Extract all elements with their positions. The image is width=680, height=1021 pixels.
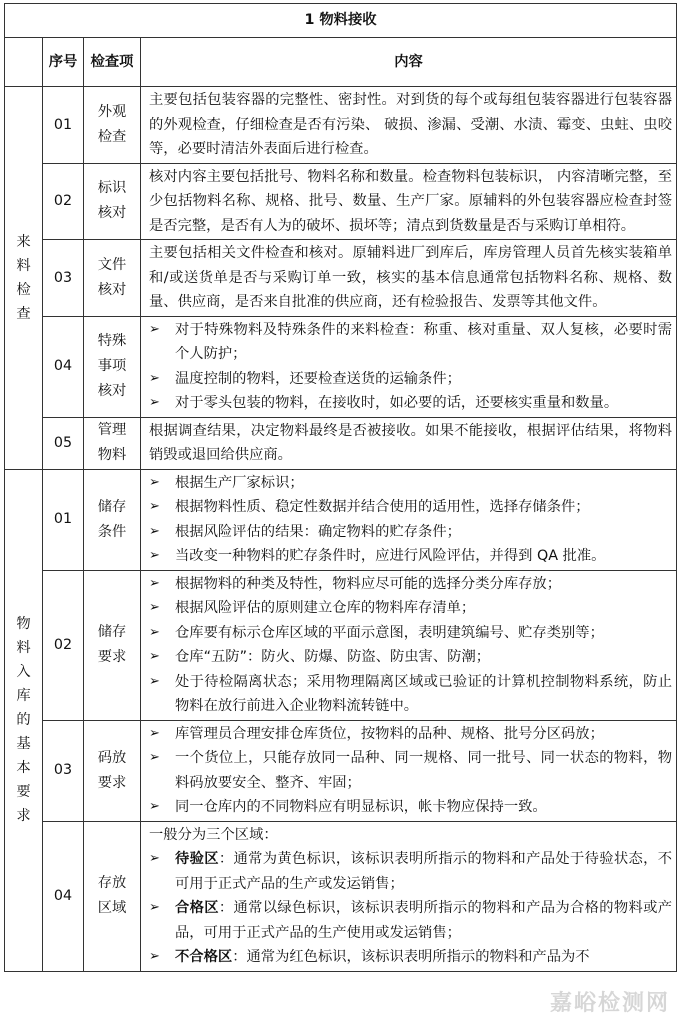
row-content bbox=[141, 469, 677, 570]
content-bullet: ➢ 根据物料的种类及特性，物料应尽可能的选择分类分库存放； bbox=[149, 572, 672, 597]
item-line: 条件 bbox=[97, 523, 127, 540]
row-seq: 05 bbox=[43, 417, 84, 469]
vertical-char: 检 bbox=[16, 281, 31, 298]
item-line: 核对 bbox=[97, 205, 127, 222]
content-bullet: ➢ 仓库“五防”：防火、防爆、防盗、防虫害、防潮； bbox=[149, 645, 672, 670]
row-item bbox=[84, 720, 141, 821]
content-bullet: ➢ 根据物料性质、稳定性数据并结合使用的适用性，选择存储条件； bbox=[149, 495, 672, 520]
zone-text: ：通常为红色标识，该标识表明所指示的物料和产品为不 bbox=[232, 949, 590, 965]
row-content bbox=[141, 821, 677, 971]
content-zone bbox=[149, 847, 672, 896]
table-row bbox=[5, 570, 677, 720]
vertical-char: 要 bbox=[16, 784, 31, 800]
row-content bbox=[141, 316, 677, 417]
row-content bbox=[141, 570, 677, 720]
row-seq: 04 bbox=[43, 821, 84, 971]
table-title: 1 物料接收 bbox=[5, 4, 677, 38]
table-row bbox=[5, 720, 677, 821]
content-paragraph: 根据调查结果，决定物料最终是否被接收。如果不能接收，根据评估结果，将物料销毁或退回给供应商。 bbox=[149, 422, 672, 463]
content-bullet: ➢ 根据生产厂家标识； bbox=[149, 471, 672, 496]
item-line: 码放 bbox=[97, 749, 127, 766]
table-row bbox=[5, 417, 677, 469]
row-content bbox=[141, 163, 677, 240]
section-label bbox=[5, 87, 43, 470]
vertical-char: 料 bbox=[16, 257, 31, 274]
item-line: 存放 bbox=[97, 875, 127, 891]
row-seq: 03 bbox=[43, 720, 84, 821]
row-item bbox=[84, 240, 141, 317]
item-line: 特殊 bbox=[97, 333, 127, 349]
content-bullet: ➢ 温度控制的物料，还要检查送货的运输条件； bbox=[149, 367, 672, 392]
table-row bbox=[5, 87, 677, 164]
row-content bbox=[141, 417, 677, 469]
content-zone bbox=[149, 945, 672, 970]
row-seq: 04 bbox=[43, 316, 84, 417]
material-receiving-table bbox=[4, 3, 677, 972]
vertical-char: 求 bbox=[16, 808, 31, 824]
header-seq: 序号 bbox=[43, 38, 84, 87]
content-bullet: ➢ 一个货位上，只能存放同一品种、同一规格、同一批号、同一状态的物料，物料码放要安全、整齐、牢固； bbox=[149, 746, 672, 795]
item-line: 文件 bbox=[97, 256, 127, 273]
item-line: 要求 bbox=[97, 649, 127, 665]
content-bullet: ➢ 对于特殊物料及特殊条件的来料检查：称重、核对重量、双人复核，必要时需个人防护； bbox=[149, 318, 672, 367]
content-paragraph: 核对内容主要包括批号、物料名称和数量。检查物料包装标识， 内容清晰完整，至少包括物料名称、规格、批号、数量、生产厂家。原辅料的外包装容器应检查封签是否完整，是否有人为的破坏、损坏等；清点到货数量是否与采购订单相符。 bbox=[149, 168, 672, 234]
item-line: 要求 bbox=[97, 774, 127, 791]
header-item: 检查项 bbox=[84, 38, 141, 87]
item-line: 储存 bbox=[97, 498, 127, 515]
item-line: 物料 bbox=[97, 447, 127, 463]
row-item bbox=[84, 570, 141, 720]
row-content bbox=[141, 87, 677, 164]
item-line: 区域 bbox=[97, 900, 127, 916]
content-bullet: ➢ 当改变一种物料的贮存条件时，应进行风险评估，并得到 QA 批准。 bbox=[149, 544, 672, 569]
row-item bbox=[84, 163, 141, 240]
item-line: 核对 bbox=[97, 383, 127, 399]
content-bullet: ➢ 库管理员合理安排仓库货位，按物料的品种、规格、批号分区码放； bbox=[149, 722, 672, 747]
watermark: 嘉峪检测网 bbox=[549, 991, 670, 1016]
zone-label: 不合格区 bbox=[175, 949, 233, 965]
table-row bbox=[5, 240, 677, 317]
row-content bbox=[141, 720, 677, 821]
content-bullet: ➢ 处于待检隔离状态；采用物理隔离区域或已验证的计算机控制物料系统，防止物料在放行前进入企业物料流转链中。 bbox=[149, 670, 672, 719]
item-line: 检查 bbox=[97, 128, 127, 145]
row-item bbox=[84, 417, 141, 469]
vertical-char: 来 bbox=[16, 233, 31, 250]
table-row bbox=[5, 316, 677, 417]
row-item bbox=[84, 87, 141, 164]
section-label bbox=[5, 469, 43, 971]
table-row bbox=[5, 469, 677, 570]
vertical-char: 的 bbox=[16, 712, 31, 728]
zone-label: 合格区 bbox=[175, 900, 219, 916]
item-line: 储存 bbox=[97, 624, 127, 640]
vertical-char: 库 bbox=[16, 688, 31, 704]
row-seq: 02 bbox=[43, 163, 84, 240]
item-line: 核对 bbox=[97, 281, 127, 298]
content-bullet: ➢ 对于零头包装的物料，在接收时，如必要的话，还要核实重量和数量。 bbox=[149, 391, 672, 416]
vertical-char: 物 bbox=[16, 616, 31, 632]
row-seq: 01 bbox=[43, 469, 84, 570]
content-bullet: ➢ 仓库要有标示仓库区域的平面示意图，表明建筑编号、贮存类别等； bbox=[149, 621, 672, 646]
table-row bbox=[5, 821, 677, 971]
row-seq: 02 bbox=[43, 570, 84, 720]
item-line: 事项 bbox=[97, 358, 127, 374]
content-bullet: ➢ 同一仓库内的不同物料应有明显标识，帐卡物应保持一致。 bbox=[149, 795, 672, 820]
row-content bbox=[141, 240, 677, 317]
item-line: 标识 bbox=[97, 180, 127, 197]
row-item bbox=[84, 316, 141, 417]
row-item bbox=[84, 821, 141, 971]
vertical-char: 料 bbox=[16, 640, 31, 656]
row-item bbox=[84, 469, 141, 570]
content-paragraph: 主要包括相关文件检查和核对。原辅料进厂到库后，库房管理人员首先核实装箱单和/或送货单是否与采购订单一致，核实的基本信息通常包括物料名称、规格、数量、供应商，是否来自批准的供应商，还有检验报告、发票等其他文件。 bbox=[149, 245, 672, 310]
content-zone bbox=[149, 896, 672, 945]
content-bullet: ➢ 根据风险评估的原则建立仓库的物料库存清单； bbox=[149, 596, 672, 621]
vertical-char: 查 bbox=[16, 305, 31, 322]
vertical-char: 基 bbox=[16, 736, 31, 752]
content-intro: 一般分为三个区域： bbox=[149, 826, 278, 843]
zone-label: 待验区 bbox=[175, 851, 219, 867]
header-blank bbox=[5, 38, 43, 87]
table-row bbox=[5, 163, 677, 240]
row-seq: 03 bbox=[43, 240, 84, 317]
zone-text: ：通常以绿色标识，该标识表明所指示的物料和产品为合格的物料或产品，可用于正式产品的生产使用或发运销售； bbox=[175, 900, 673, 941]
content-bullet: ➢ 根据风险评估的结果：确定物料的贮存条件； bbox=[149, 520, 672, 545]
item-line: 外观 bbox=[97, 103, 127, 120]
row-seq: 01 bbox=[43, 87, 84, 164]
header-content: 内容 bbox=[141, 38, 677, 87]
vertical-char: 本 bbox=[16, 760, 31, 776]
item-line: 管理 bbox=[97, 422, 127, 438]
content-paragraph: 主要包括包装容器的完整性、密封性。对到货的每个或每组包装容器进行包装容器的外观检查，仔细检查是否有污染、 破损、渗漏、受潮、水渍、霉变、虫蛀、虫咬等，必要时清洁外表面后进行检查。 bbox=[149, 92, 672, 157]
zone-text: ：通常为黄色标识，该标识表明所指示的物料和产品处于待验状态，不可用于正式产品的生产或发运销售； bbox=[175, 851, 673, 892]
vertical-char: 入 bbox=[16, 664, 31, 680]
